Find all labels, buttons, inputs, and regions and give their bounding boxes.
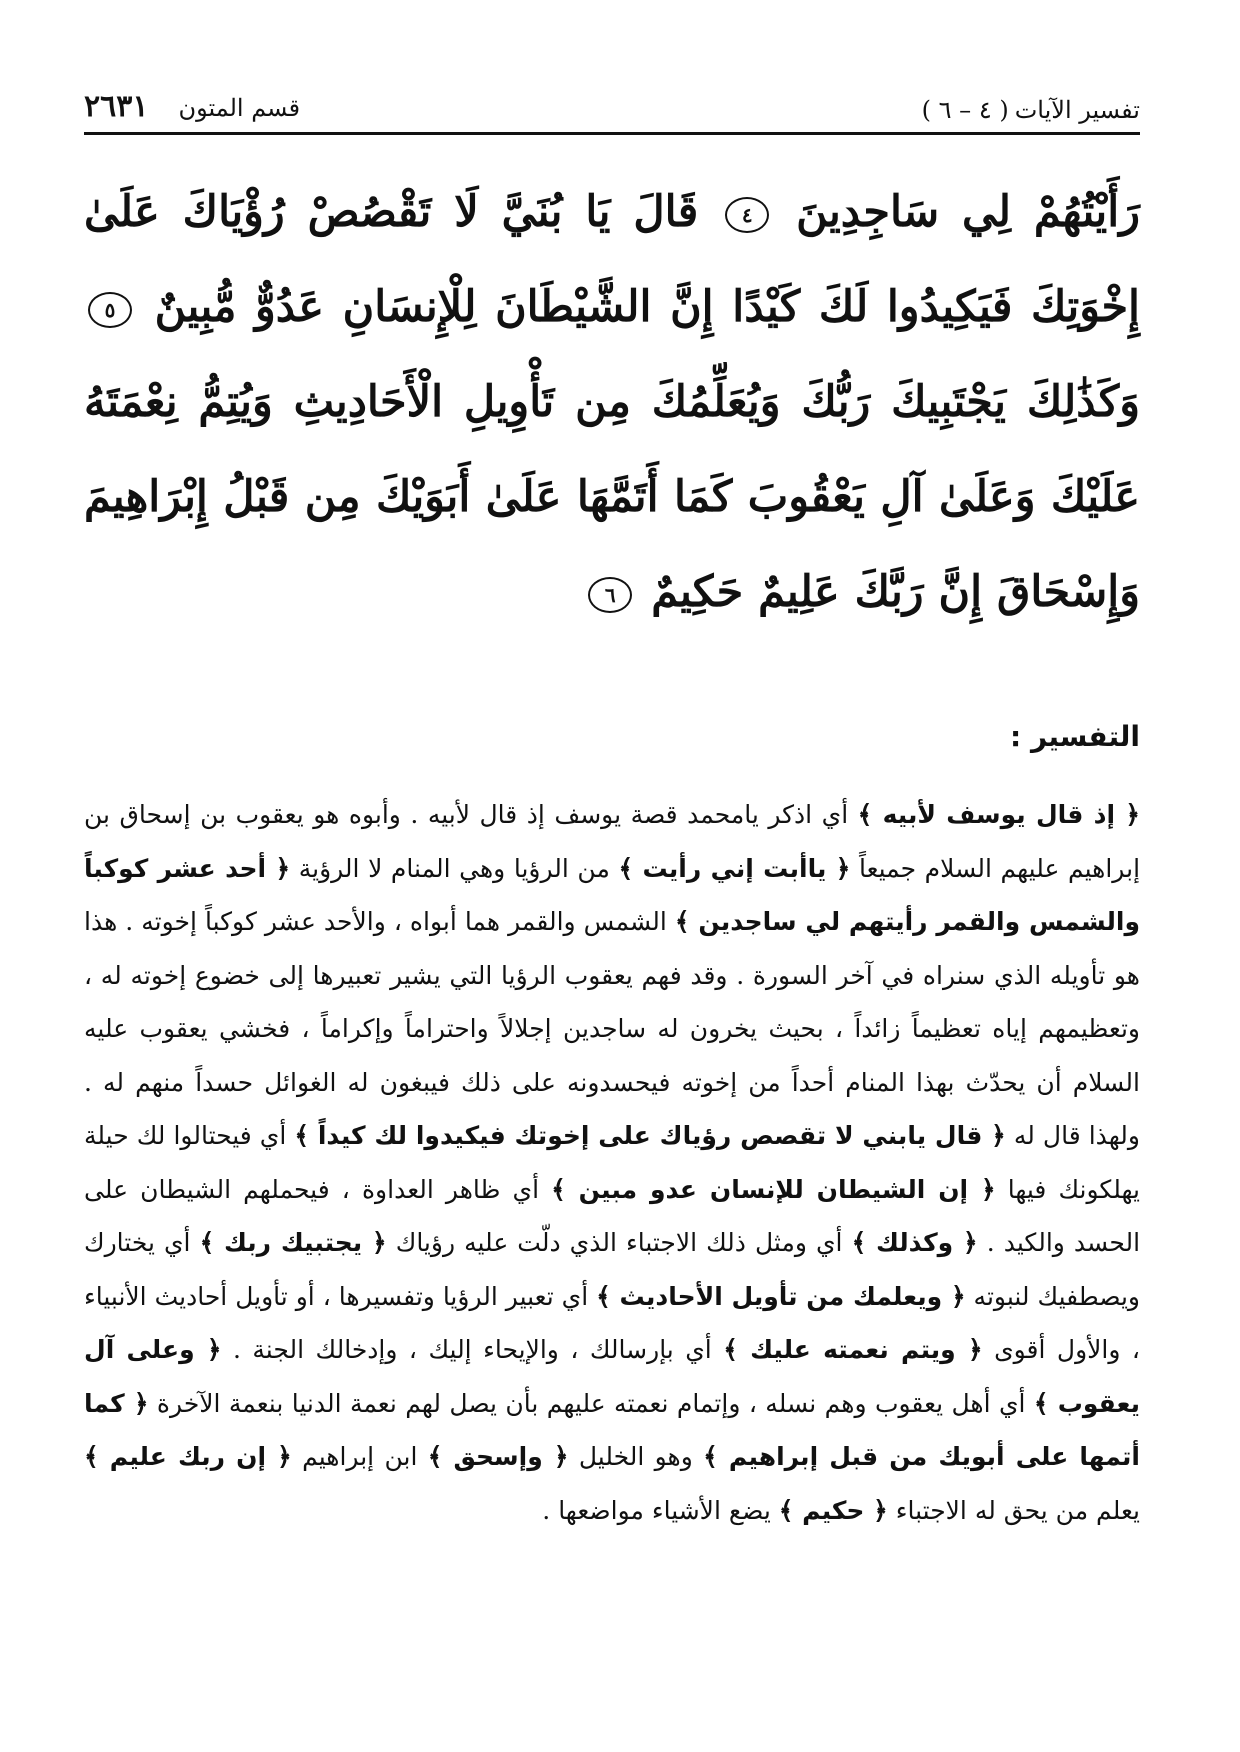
header-page-group [84, 89, 300, 124]
header-rule [84, 132, 1140, 135]
verse-text: وَكَذَٰلِكَ يَجْتَبِيكَ رَبُّكَ وَيُعَلِّمُكَ مِن تَأْوِيلِ الْأَحَادِيثِ وَيُتِمُّ نِعْمَتَهُ عَلَيْكَ وَعَلَىٰ آلِ يَعْقُوبَ كَمَا أَتَمَّهَا عَلَىٰ أَبَوَيْكَ مِن قَبْلُ إِبْرَاهِيمَ وَإِسْحَاقَ إِنَّ رَبَّكَ عَلِيمٌ حَكِيمٌ [84, 377, 1140, 617]
commentary-text: أي ظاهر العداوة ، فيحملهم الشيطان على الحسد والكيد . [84, 1174, 1141, 1257]
verse-text: رَأَيْتُهُمْ لِي سَاجِدِينَ [796, 187, 1140, 237]
commentary-paragraph [84, 788, 1140, 1537]
tafsir-heading: التفسير : [1010, 720, 1140, 753]
quoted-verse: ﴿ وكذلك ﴾ [851, 1228, 978, 1257]
quoted-verse: ﴿ كما أتمها على أبويك من قبل إبراهيم ﴾ [84, 1388, 1140, 1471]
quoted-verse: ﴿ أحد عشر كوكباً والشمس والقمر رأيتهم لي ساجدين ﴾ [84, 853, 1140, 936]
commentary-text: أي اذكر يامحمد قصة يوسف إذ قال لأبيه . وأبوه هو يعقوب بن إسحاق بن إبراهيم عليهم السلام جميعاً [84, 800, 1141, 883]
ayah-number-marker: ٦ [588, 577, 632, 613]
header-title-group [922, 96, 1140, 124]
running-header [84, 80, 1140, 124]
commentary-text: أي تعبير الرؤيا وتفسيرها ، أو تأويل أحاديث الأنبياء ، والأول أقوى [84, 1281, 1140, 1364]
commentary-text: أي يختارك ويصطفيك لنبوته [84, 1228, 1140, 1311]
verse-text: قَالَ يَا بُنَيَّ لَا تَقْصُصْ رُؤْيَاكَ عَلَىٰ إِخْوَتِكَ فَيَكِيدُوا لَكَ كَيْدًا إِنَّ الشَّيْطَانَ لِلْإِنسَانِ عَدُوٌّ مُّبِينٌ [84, 187, 1140, 332]
commentary-text: ابن إبراهيم [291, 1442, 428, 1471]
quoted-verse: ﴿ إن ربك عليم ﴾ [84, 1442, 292, 1471]
header-section: قسم المتون [178, 94, 301, 122]
commentary-text: يعلم من يحق له الاجتباء [887, 1495, 1140, 1525]
commentary-text: أي أهل يعقوب وهم نسله ، وإتمام نعمته عليهم بأن يصل لهم نعمة الدنيا بنعمة الآخرة [148, 1388, 1034, 1418]
commentary-text: يضع الأشياء مواضعها . [542, 1495, 779, 1525]
quoted-verse: ﴿ وعلى آل يعقوب ﴾ [84, 1335, 1141, 1418]
quran-verses [84, 165, 1140, 640]
ayah-number-marker: ٤ [725, 197, 769, 233]
header-title: تفسير الآيات [1014, 96, 1140, 124]
quoted-verse: ﴿ حكيم ﴾ [778, 1495, 888, 1525]
page-number: ٢٦٣١ [84, 89, 149, 124]
quoted-verse: ﴿ ويتم نعمته عليك ﴾ [723, 1335, 983, 1364]
commentary-text: أي بإرسالك ، والإيحاء إليك ، وإدخالك الجنة . [221, 1335, 724, 1364]
commentary-text: أي فيحتالوا لك حيلة يهلكونك فيها [84, 1121, 1140, 1204]
quoted-verse: ﴿ قال يابني لا تقصص رؤياك على إخوتك فيكيدوا لك كيداً ﴾ [294, 1121, 1006, 1150]
tafsir-commentary [84, 788, 1140, 1537]
ayah-number-marker: ٥ [88, 292, 132, 328]
quoted-verse: ﴿ وإسحق ﴾ [427, 1442, 569, 1471]
quoted-verse: ﴿ يجتبيك ربك ﴾ [199, 1228, 387, 1257]
commentary-text: من الرؤيا وهي المنام لا الرؤية [290, 853, 619, 883]
quoted-verse: ﴿ ويعلمك من تأويل الأحاديث ﴾ [596, 1281, 966, 1311]
quoted-verse: ﴿ إن الشيطان للإنسان عدو مبين ﴾ [551, 1174, 996, 1204]
quoted-verse: ﴿ إذ قال يوسف لأبيه ﴾ [857, 800, 1140, 829]
commentary-text: أي ومثل ذلك الاجتباء الذي دلّت عليه رؤياك [386, 1228, 852, 1257]
header-verse-range: ( ٤ – ٦ ) [921, 96, 1009, 124]
commentary-text: وهو الخليل [568, 1442, 704, 1471]
commentary-text: الشمس والقمر هما أبواه ، والأحد عشر كوكباً إخوته . هذا هو تأويله الذي سنراه في آخر السورة . وقد فهم يعقوب الرؤيا التي يشير تعبيرها إلى خضوع إخوته له ، وتعظيمهم إياه تعظيماً زائداً ، بحيث يخرون له ساجدين إجلالاً واحتراماً وإكراماً ، فخشي يعقوب عليه السلام أن يحدّث بهذا المنام أحداً من إخوته فيحسدونه على ذلك فيبغون له الغوائل حسداً منهم له . ولهذا قال له [84, 907, 1141, 1150]
quoted-verse: ﴿ ياأبت إني رأيت ﴾ [618, 853, 851, 883]
